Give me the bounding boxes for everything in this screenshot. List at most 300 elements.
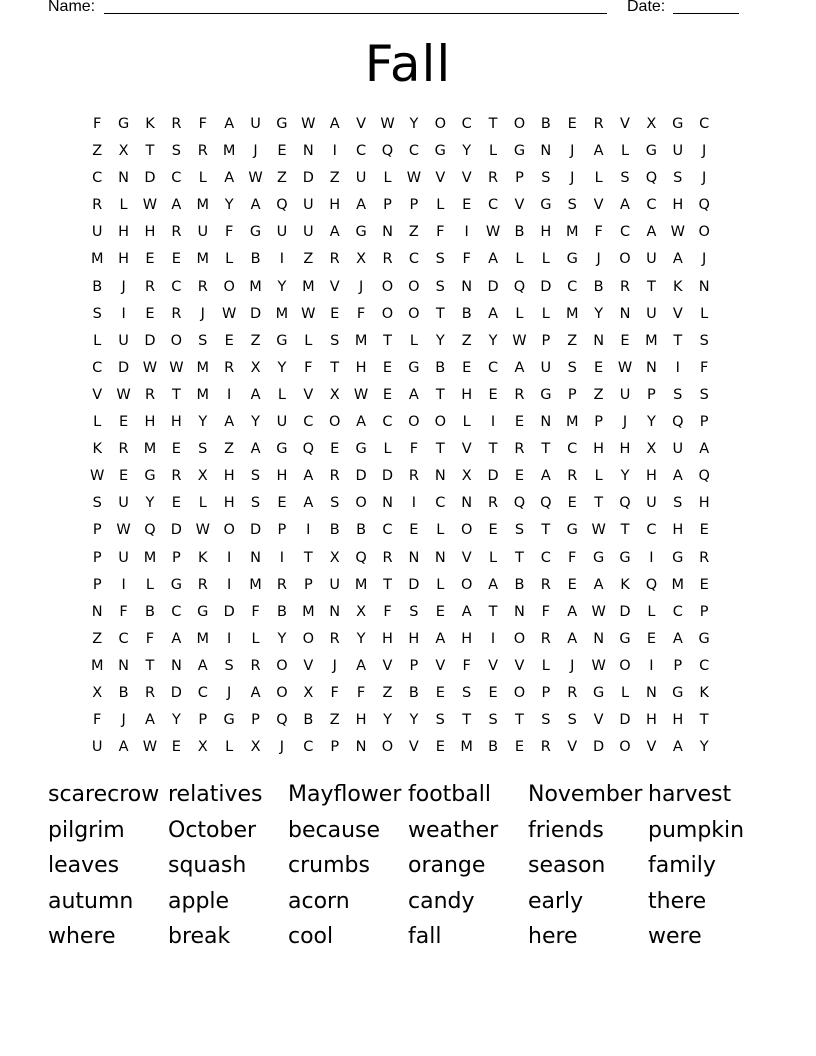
grid-letter[interactable]: Y [145,495,155,512]
grid-letter[interactable]: J [279,739,285,756]
grid-letter[interactable]: E [567,116,577,132]
grid-letter[interactable]: H [144,224,156,241]
grid-letter[interactable]: Y [488,332,498,349]
grid-letter[interactable]: R [699,549,710,566]
grid-letter[interactable]: X [461,468,472,485]
grid-letter[interactable]: S [567,712,577,729]
grid-letter[interactable]: T [145,143,155,160]
grid-letter[interactable]: F [356,305,366,322]
grid-letter[interactable]: D [487,278,499,295]
grid-letter[interactable]: M [90,251,104,268]
grid-letter[interactable]: Z [382,684,393,701]
grid-letter[interactable]: O [355,495,367,512]
grid-letter[interactable]: R [540,576,551,593]
grid-letter[interactable]: J [121,278,126,295]
grid-letter[interactable]: K [620,576,630,593]
grid-letter[interactable]: J [702,170,707,187]
grid-letter[interactable]: N [302,143,314,160]
grid-letter[interactable]: N [434,549,446,566]
grid-letter[interactable]: A [224,414,235,431]
grid-letter[interactable]: U [197,224,209,241]
grid-letter[interactable]: R [171,224,182,241]
grid-letter[interactable]: G [672,549,684,566]
grid-letter[interactable]: W [406,170,422,187]
grid-letter[interactable]: G [619,549,631,566]
grid-letter[interactable]: L [436,576,445,593]
grid-letter[interactable]: P [647,386,656,403]
grid-letter[interactable]: A [118,739,129,756]
grid-letter[interactable]: A [620,197,630,214]
grid-letter[interactable]: W [195,522,210,539]
grid-letter[interactable]: F [700,359,709,376]
grid-letter[interactable]: N [540,143,552,160]
grid-letter[interactable]: G [540,197,552,214]
grid-letter[interactable]: G [592,549,605,566]
grid-letter[interactable]: E [171,495,181,512]
grid-letter[interactable]: H [672,522,684,539]
grid-letter[interactable]: Y [435,332,445,349]
grid-letter[interactable]: Q [645,170,658,187]
grid-letter[interactable]: Q [540,495,552,512]
grid-letter[interactable]: D [619,603,631,620]
grid-letter[interactable]: E [435,684,445,701]
grid-letter[interactable]: U [303,197,314,214]
grid-letter[interactable]: O [302,630,315,647]
grid-letter[interactable]: S [673,495,683,512]
grid-letter[interactable]: G [566,251,578,268]
grid-letter[interactable]: R [514,386,525,403]
grid-letter[interactable]: A [488,305,499,322]
grid-letter[interactable]: G [144,468,156,485]
grid-letter[interactable]: H [118,251,130,268]
grid-letter[interactable]: P [699,414,709,431]
grid-letter[interactable]: T [435,386,445,403]
grid-letter[interactable]: D [487,468,499,485]
grid-letter[interactable]: D [170,522,182,539]
grid-letter[interactable]: E [145,305,155,322]
grid-letter[interactable]: F [198,116,207,132]
grid-letter[interactable]: V [461,549,472,566]
grid-letter[interactable]: J [570,657,575,674]
grid-letter[interactable]: N [593,332,605,349]
grid-letter[interactable]: Q [276,712,288,729]
grid-letter[interactable]: B [356,522,367,539]
grid-letter[interactable]: L [515,251,524,268]
grid-letter[interactable]: S [92,305,102,322]
grid-letter[interactable]: E [646,630,656,647]
grid-letter[interactable]: E [462,197,472,214]
grid-letter[interactable]: C [487,359,499,376]
grid-letter[interactable]: Y [224,197,234,214]
grid-letter[interactable]: F [409,441,419,458]
grid-letter[interactable]: R [567,468,578,485]
grid-letter[interactable]: G [249,224,262,241]
grid-letter[interactable]: R [276,576,287,593]
grid-letter[interactable]: Q [144,522,156,539]
grid-letter[interactable]: P [673,657,683,674]
grid-letter[interactable]: O [408,305,420,322]
grid-letter[interactable]: Z [92,143,103,160]
grid-letter[interactable]: Y [462,143,472,160]
grid-letter[interactable]: J [596,251,601,268]
grid-letter[interactable]: B [514,224,525,241]
grid-letter[interactable]: R [540,739,551,756]
grid-letter[interactable]: E [171,251,181,268]
grid-letter[interactable]: C [672,603,683,620]
grid-letter[interactable]: M [196,630,210,647]
grid-letter[interactable]: W [591,657,606,674]
grid-letter[interactable]: W [670,224,685,241]
grid-letter[interactable]: G [197,603,209,620]
grid-letter[interactable]: U [276,414,288,431]
grid-letter[interactable]: L [436,197,445,214]
grid-letter[interactable]: J [227,684,232,701]
grid-letter[interactable]: W [380,116,395,132]
grid-letter[interactable]: F [251,603,260,620]
grid-letter[interactable]: A [672,468,683,485]
grid-letter[interactable]: T [646,278,656,295]
grid-letter[interactable]: A [461,603,472,620]
grid-letter[interactable]: A [356,657,367,674]
grid-letter[interactable]: B [488,739,499,756]
grid-letter[interactable]: A [329,224,340,241]
grid-letter[interactable]: Y [594,305,604,322]
grid-letter[interactable]: C [356,143,367,160]
grid-letter[interactable]: F [93,116,102,132]
grid-letter[interactable]: Q [672,414,684,431]
grid-letter[interactable]: I [279,549,285,566]
grid-letter[interactable]: Y [251,414,260,431]
grid-letter[interactable]: J [702,143,707,160]
grid-letter[interactable]: F [93,712,102,729]
grid-letter[interactable]: D [381,468,394,485]
grid-letter[interactable]: H [672,712,684,729]
grid-letter[interactable]: G [566,522,578,539]
grid-letter[interactable]: M [196,197,210,214]
grid-letter[interactable]: S [462,684,472,701]
grid-letter[interactable]: I [227,576,232,593]
grid-letter[interactable]: O [408,278,420,295]
grid-letter[interactable]: C [646,197,657,214]
grid-letter[interactable]: T [383,576,392,593]
grid-letter[interactable]: L [462,414,471,431]
grid-letter[interactable]: G [276,332,288,349]
grid-letter[interactable]: G [355,441,367,458]
grid-letter[interactable]: T [145,657,155,674]
grid-letter[interactable]: L [515,305,524,322]
grid-letter[interactable]: R [382,549,393,566]
grid-letter[interactable]: E [171,441,181,458]
grid-letter[interactable]: V [514,197,525,214]
grid-letter[interactable]: L [304,332,313,349]
grid-letter[interactable]: E [330,305,340,322]
grid-letter[interactable]: M [143,549,157,566]
grid-letter[interactable]: L [145,576,155,593]
grid-letter[interactable]: G [276,441,288,458]
grid-letter[interactable]: I [649,657,654,674]
grid-letter[interactable]: O [408,414,420,431]
grid-letter[interactable]: J [332,657,337,674]
grid-letter[interactable]: H [276,468,288,485]
grid-letter[interactable]: X [250,359,261,376]
grid-letter[interactable]: P [330,739,340,756]
grid-letter[interactable]: H [672,197,684,214]
grid-letter[interactable]: T [462,712,472,729]
grid-letter[interactable]: L [541,305,550,322]
grid-letter[interactable]: S [198,332,208,349]
grid-letter[interactable]: X [356,603,367,620]
grid-letter[interactable]: S [435,278,445,295]
grid-letter[interactable]: F [594,224,603,241]
grid-letter[interactable]: U [329,576,341,593]
grid-letter[interactable]: S [673,386,683,403]
grid-letter[interactable]: P [594,414,603,431]
grid-letter[interactable]: P [92,522,102,539]
grid-letter[interactable]: B [593,278,604,295]
grid-letter[interactable]: J [121,712,126,729]
grid-letter[interactable]: G [276,116,288,132]
grid-letter[interactable]: C [699,116,710,132]
grid-letter[interactable]: K [699,684,709,701]
grid-letter[interactable]: C [408,143,419,160]
grid-letter[interactable]: Z [329,170,340,187]
grid-letter[interactable]: Z [224,441,235,458]
grid-letter[interactable]: O [619,657,631,674]
grid-letter[interactable]: K [673,278,683,295]
grid-letter[interactable]: E [277,495,287,512]
grid-letter[interactable]: R [593,116,604,132]
grid-letter[interactable]: A [488,576,499,593]
grid-letter[interactable]: U [250,116,261,132]
grid-letter[interactable]: I [464,224,469,241]
grid-letter[interactable]: U [672,441,684,458]
grid-letter[interactable]: E [409,522,419,539]
grid-letter[interactable]: L [620,143,630,160]
grid-letter[interactable]: N [593,630,605,647]
grid-letter[interactable]: E [330,441,340,458]
grid-letter[interactable]: G [408,359,420,376]
grid-letter[interactable]: J [570,170,575,187]
grid-letter[interactable]: L [489,143,498,160]
grid-letter[interactable]: W [248,170,263,187]
grid-letter[interactable]: T [171,386,181,403]
grid-letter[interactable]: L [489,549,498,566]
grid-letter[interactable]: A [303,468,314,485]
grid-letter[interactable]: A [356,197,367,214]
grid-letter[interactable]: D [249,305,262,322]
grid-letter[interactable]: S [699,386,709,403]
grid-letter[interactable]: S [409,603,419,620]
grid-letter[interactable]: O [460,522,473,539]
grid-letter[interactable]: V [593,712,604,729]
grid-letter[interactable]: T [383,332,392,349]
grid-letter[interactable]: I [227,630,232,647]
grid-letter[interactable]: V [567,739,578,756]
grid-letter[interactable]: C [540,549,551,566]
grid-letter[interactable]: C [118,630,129,647]
grid-letter[interactable]: I [306,522,311,539]
grid-letter[interactable]: D [408,576,420,593]
grid-letter[interactable]: O [698,224,710,241]
grid-letter[interactable]: T [541,522,551,539]
grid-letter[interactable]: L [277,386,286,403]
grid-letter[interactable]: C [92,170,103,187]
grid-letter[interactable]: N [118,657,130,674]
grid-letter[interactable]: S [171,143,181,160]
grid-letter[interactable]: E [567,495,577,512]
grid-letter[interactable]: C [435,495,446,512]
grid-letter[interactable]: L [436,522,445,539]
grid-letter[interactable]: V [461,170,472,187]
grid-letter[interactable]: L [93,414,102,431]
grid-letter[interactable]: D [144,332,156,349]
grid-letter[interactable]: E [514,468,525,485]
grid-letter[interactable]: H [223,468,235,485]
grid-letter[interactable]: R [171,305,182,322]
grid-letter[interactable]: D [249,522,262,539]
grid-letter[interactable]: S [330,332,340,349]
grid-letter[interactable]: Y [699,739,709,756]
grid-letter[interactable]: N [382,495,393,512]
grid-letter[interactable]: T [673,332,683,349]
grid-letter[interactable]: M [249,576,262,593]
grid-letter[interactable]: A [250,386,261,403]
grid-letter[interactable]: A [250,197,261,214]
grid-letter[interactable]: R [514,441,525,458]
grid-letter[interactable]: Q [645,576,658,593]
grid-letter[interactable]: T [699,712,709,729]
grid-letter[interactable]: U [355,170,367,187]
grid-letter[interactable]: H [355,359,367,376]
grid-letter[interactable]: Z [593,386,604,403]
grid-letter[interactable]: I [411,495,417,512]
grid-letter[interactable]: P [409,197,419,214]
grid-letter[interactable]: U [91,224,103,241]
grid-letter[interactable]: H [619,441,631,458]
grid-letter[interactable]: L [409,332,418,349]
grid-letter[interactable]: U [91,739,103,756]
grid-letter[interactable]: W [301,116,316,132]
grid-letter[interactable]: N [540,414,552,431]
grid-letter[interactable]: I [490,414,496,431]
grid-letter[interactable]: K [198,549,208,566]
grid-letter[interactable]: E [699,576,709,593]
grid-letter[interactable]: T [330,359,340,376]
grid-letter[interactable]: F [436,224,445,241]
grid-letter[interactable]: D [355,468,367,485]
grid-letter[interactable]: Q [698,468,710,485]
grid-letter[interactable]: U [540,359,552,376]
grid-letter[interactable]: J [358,278,364,295]
grid-letter[interactable]: S [699,332,709,349]
grid-letter[interactable]: N [250,549,261,566]
grid-letter[interactable]: V [514,657,525,674]
grid-letter[interactable]: Z [408,224,419,241]
grid-letter[interactable]: U [118,495,129,512]
grid-letter[interactable]: L [198,170,207,187]
grid-letter[interactable]: L [620,684,630,701]
grid-letter[interactable]: C [197,684,208,701]
grid-letter[interactable]: W [142,739,158,756]
grid-letter[interactable]: A [646,224,657,241]
grid-letter[interactable]: O [381,305,394,322]
grid-letter[interactable]: A [197,657,208,674]
grid-letter[interactable]: R [118,441,129,458]
grid-letter[interactable]: O [460,576,473,593]
grid-letter[interactable]: A [145,712,155,729]
grid-letter[interactable]: A [593,143,604,160]
grid-letter[interactable]: V [356,116,367,132]
grid-letter[interactable]: R [619,278,631,295]
grid-letter[interactable]: J [253,143,258,160]
grid-letter[interactable]: M [196,251,210,268]
grid-letter[interactable]: G [672,684,684,701]
grid-letter[interactable]: O [513,684,526,701]
grid-letter[interactable]: D [302,170,314,187]
grid-letter[interactable]: C [171,170,182,187]
grid-letter[interactable]: E [514,414,525,431]
grid-letter[interactable]: X [329,386,340,403]
grid-letter[interactable]: C [487,197,499,214]
grid-letter[interactable]: V [672,305,683,322]
grid-letter[interactable]: F [330,684,339,701]
grid-letter[interactable]: N [514,603,525,620]
grid-letter[interactable]: P [171,549,181,566]
grid-letter[interactable]: A [171,630,182,647]
grid-letter[interactable]: B [92,278,103,295]
grid-letter[interactable]: M [143,441,157,458]
grid-letter[interactable]: W [116,522,131,539]
grid-letter[interactable]: R [488,495,499,512]
grid-letter[interactable]: S [620,170,630,187]
grid-letter[interactable]: F [462,657,471,674]
grid-letter[interactable]: W [221,305,237,322]
grid-letter[interactable]: J [622,414,628,431]
grid-letter[interactable]: U [118,549,129,566]
grid-letter[interactable]: U [646,251,657,268]
grid-letter[interactable]: A [514,359,525,376]
grid-letter[interactable]: E [171,739,181,756]
grid-letter[interactable]: W [301,305,316,322]
grid-letter[interactable]: C [567,441,578,458]
grid-letter[interactable]: B [145,603,155,620]
grid-letter[interactable]: U [672,143,684,160]
grid-letter[interactable]: V [461,441,472,458]
grid-letter[interactable]: N [408,549,420,566]
grid-letter[interactable]: R [408,468,419,485]
grid-letter[interactable]: L [594,170,603,187]
grid-letter[interactable]: I [121,305,126,322]
grid-letter[interactable]: A [356,414,367,431]
grid-letter[interactable]: A [593,576,604,593]
grid-letter[interactable]: S [250,495,261,512]
grid-letter[interactable]: T [488,603,498,620]
grid-letter[interactable]: U [118,332,129,349]
grid-letter[interactable]: T [541,441,551,458]
grid-letter[interactable]: D [144,170,156,187]
grid-letter[interactable]: C [408,251,419,268]
grid-letter[interactable]: E [382,386,393,403]
grid-letter[interactable]: R [567,684,578,701]
grid-letter[interactable]: X [646,441,657,458]
grid-letter[interactable]: R [329,630,340,647]
grid-letter[interactable]: I [649,549,654,566]
grid-letter[interactable]: X [197,739,208,756]
grid-letter[interactable]: A [329,116,340,132]
grid-letter[interactable]: C [567,278,578,295]
grid-letter[interactable]: T [620,522,630,539]
grid-letter[interactable]: Z [329,712,340,729]
